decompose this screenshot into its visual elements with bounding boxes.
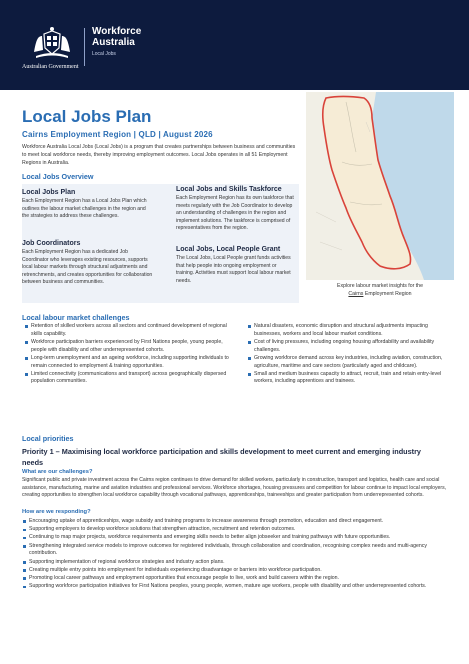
- list-item: Natural disasters, economic disruption and structural adjustments impacting businesses, workers and local labour market conditions.: [247, 323, 451, 338]
- map-caption: [306, 283, 454, 299]
- plan-block: [22, 189, 150, 221]
- list-item: Cost of living pressures, including ongoing housing affordability and availability challenges.: [247, 339, 451, 354]
- list-item: Continuing to map major projects, workforce requirements and emerging skills needs to better align jobseeker and training pathways with future opportunities.: [22, 534, 452, 542]
- list-item: Small and medium business capacity to attract, recruit, train and retain entry-level workers, including apprentices and trainees.: [247, 371, 451, 386]
- overview-heading: Local Jobs Overview: [22, 172, 94, 181]
- page-subtitle: Cairns Employment Region | QLD | August 2026: [22, 130, 213, 139]
- coat-of-arms-icon: [28, 26, 76, 62]
- gov-name: Australian Government: [22, 64, 79, 70]
- challenges-paragraph: Significant public and private investment across the Cairns region continues to drive demand for skilled workers, particularly in construction, transport and logistics, health care and social assistance, manufacturing, marine and aviation industries and professional services. Workforce shortages, housing pressures and competition for labour continue to impact local employers, creating opportunities to strengthen local workforce capability through vocational pathways, apprenticeships, traineeships and greater participation from underrepresented cohorts.: [22, 477, 447, 499]
- brand-sub: Local Jobs: [92, 51, 116, 57]
- list-item: Retention of skilled workers across all sectors and continued development of regional skills capability.: [24, 323, 234, 338]
- overview-panel: [22, 184, 299, 303]
- map-caption-link[interactable]: Cairns: [348, 290, 364, 297]
- list-item: Limited connectivity (communications and transport) across geographically dispersed population communities.: [24, 371, 234, 386]
- region-map[interactable]: [306, 92, 454, 280]
- responding-list: [22, 518, 452, 591]
- map-graphic: [306, 92, 454, 280]
- coordinators-text: Each Employment Region has a dedicated Job Coordinator who leverages existing resources, supports local labour markets through structural adjustments and retrenchments, and creates opportunities for collaboration between business and communities.: [22, 249, 153, 286]
- page-title: Local Jobs Plan: [22, 107, 152, 126]
- coordinators-block: [22, 240, 154, 287]
- list-item: Long-term unemployment and an ageing workforce, including supporting individuals to remain connected to employment & training opportunities.: [24, 355, 234, 370]
- challenges-list-left: [24, 323, 234, 387]
- list-item: Supporting workforce participation initiatives for First Nations peoples, young people, women, mature age workers, people with disability and other underrepresented cohorts.: [22, 583, 452, 591]
- challenges-list-right: [247, 323, 451, 387]
- grant-text: The Local Jobs, Local People grant funds activities that help people into ongoing employment or training. Activities must support local labour market needs.: [176, 255, 291, 284]
- responding-question: How are we responding?: [22, 509, 91, 515]
- taskforce-heading: Local Jobs and Skills Taskforce: [176, 186, 282, 193]
- challenges-question: What are our challenges?: [22, 469, 93, 475]
- list-item: Strengthening integrated service models to improve outcomes for registered individuals, through collaboration and coordination, recognising complex needs and multi-agency contribution.: [22, 543, 452, 558]
- workforce-australia-logo: [92, 26, 152, 66]
- priority-1-heading: Priority 1 – Maximising local workforce participation and skills development to meet current and emerging industry needs: [22, 447, 421, 467]
- list-item: Creating multiple entry points into employment for individuals experiencing disadvantage or barriers into workforce participation.: [22, 567, 452, 575]
- priorities-heading: Local priorities: [22, 434, 74, 443]
- logo-divider: [84, 28, 85, 66]
- list-item: Promoting local career pathways and employment opportunities that encourage people to live, work and build careers within the region.: [22, 575, 452, 583]
- taskforce-block: [176, 186, 296, 233]
- intro-paragraph: Workforce Australia Local Jobs (Local Jobs) is a program that creates partnerships between business and communities to meet local workforce needs, thereby improving employment outcomes. Local Jobs operates in all 51 Employment Regions in Australia.: [22, 144, 296, 167]
- list-item: Supporting employers to develop workforce solutions that strengthen attraction, recruitment and retention outcomes.: [22, 526, 452, 534]
- challenges-heading: Local labour market challenges: [22, 313, 130, 322]
- list-item: Supporting implementation of regional workforce strategies and industry action plans.: [22, 559, 452, 567]
- list-item: Workforce participation barriers experienced by First Nations people, young people, people with disability and other underrepresented cohorts.: [24, 339, 234, 354]
- grant-block: [176, 246, 296, 285]
- brand-line2: Australia: [92, 37, 135, 48]
- plan-text: Each Employment Region has a Local Jobs Plan which outlines the labour market challenges in the region and the strategies to address these challenges.: [22, 198, 147, 220]
- brand-line1: Workforce: [92, 26, 142, 37]
- grant-heading: Local Jobs, Local People Grant: [176, 246, 281, 253]
- coordinators-heading: Job Coordinators: [22, 240, 81, 247]
- list-item: Encouraging uptake of apprenticeships, wage subsidy and training programs to increase awareness through promotion, education and direct engagement.: [22, 518, 452, 526]
- plan-heading: Local Jobs Plan: [22, 189, 76, 196]
- header-banner: [0, 0, 469, 90]
- map-caption-text: Explore labour market insights for the: [337, 283, 423, 289]
- map-caption-rest: Employment Region: [364, 290, 412, 297]
- list-item: Growing workforce demand across key industries, including aviation, construction, agriculture, maritime and care sectors (particularly aged and childcare).: [247, 355, 451, 370]
- taskforce-text: Each Employment Region has its own taskforce that meets regularly with the Job Coordinator to develop an understanding of challenges in the region and implement solutions. The taskforce is comprised of representatives from the region.: [176, 195, 294, 232]
